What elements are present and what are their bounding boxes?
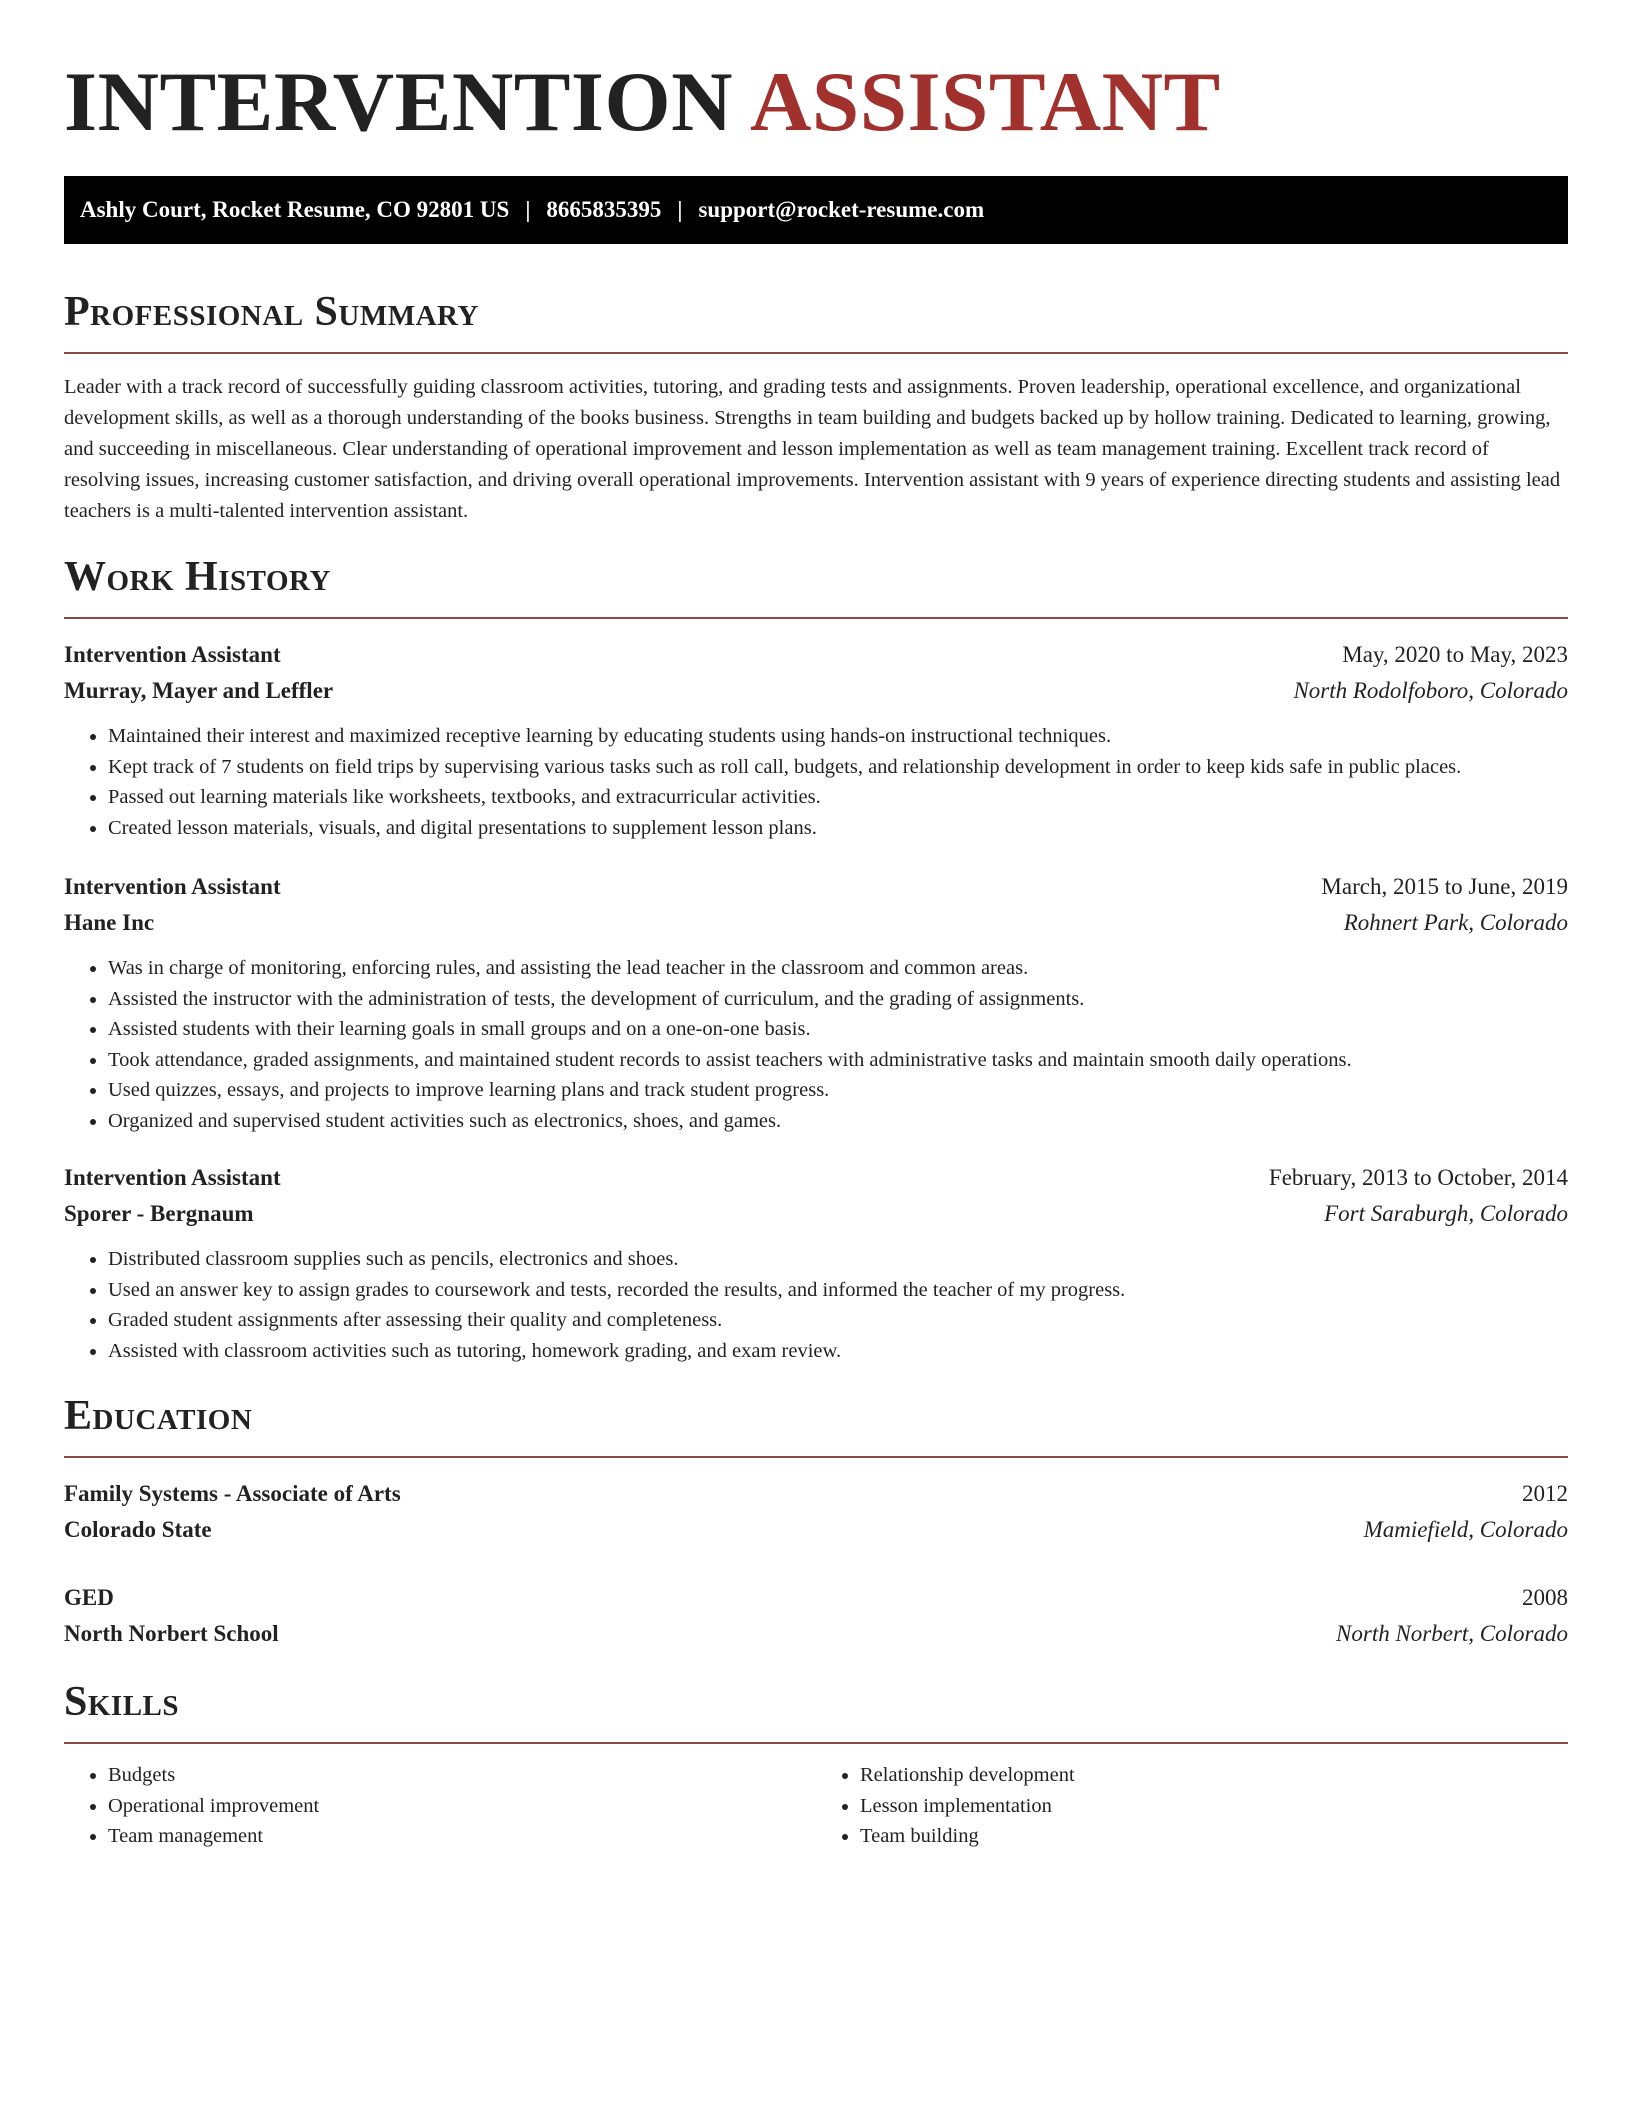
job-duty: • Distributed classroom supplies such as pencils, electronics and shoes. [108,1244,1568,1275]
job-duty: • Assisted the instructor with the administration of tests, the development of curriculum, and the grading of assignments. [108,984,1568,1015]
job-duty: • Kept track of 7 students on field trips by supervising various tasks such as roll call, budgets, and relationship development in order to keep kids safe in public places. [108,752,1568,783]
skill-item: • Team management [108,1821,816,1852]
education-degree-row [64,1580,1568,1616]
education-school: Colorado State [64,1517,212,1542]
section-divider [64,617,1568,619]
contact-address: Ashly Court, Rocket Resume, CO 92801 US [80,197,510,222]
section-divider [64,352,1568,354]
job-duty: • Passed out learning materials like worksheets, textbooks, and extracurricular activities. [108,782,1568,813]
skill-item: • Relationship development [860,1760,1568,1791]
section-divider [64,1456,1568,1458]
job-duty: • Used an answer key to assign grades to coursework and tests, recorded the results, and informed the teacher of my progress. [108,1275,1568,1306]
education-entry [64,1476,1568,1548]
job-duty: • Took attendance, graded assignments, and maintained student records to assist teachers with administrative tasks and maintain smooth daily operations. [108,1045,1568,1076]
job-duty: • Assisted with classroom activities such as tutoring, homework grading, and exam review. [108,1336,1568,1367]
title-job-word: INTERVENTION [64,55,733,149]
skill-item: • Team building [860,1821,1568,1852]
education-entry [64,1580,1568,1652]
job-dates: February, 2013 to October, 2014 [1268,1165,1568,1190]
summary-text: Leader with a track record of successfully guiding classroom activities, tutoring, and grading tests and assignments. Proven leadership, operational excellence, and organizational development skills, as well as a thorough understanding of the books business. Strengths in team building and budgets backed up by hollow training. Dedicated to learning, growing, and succeeding in miscellaneous. Clear understanding of operational improvement and lesson implementation as well as team management training. Excellent track record of resolving issues, increasing customer satisfaction, and driving overall operational improvements. Intervention assistant with 9 years of experience directing students and assisting lead teachers is a multi-talented intervention assistant. [64,376,1561,522]
education-degree: GED [64,1585,114,1610]
job-duty: • Used quizzes, essays, and projects to improve learning plans and track student progress. [108,1075,1568,1106]
education-degree-row [64,1476,1568,1512]
skills-list-left [64,1760,816,1852]
title-role-word: ASSISTANT [750,55,1221,149]
summary-heading: Professional Summary [64,289,479,335]
job-duty: • Assisted students with their learning goals in small groups and on a one-on-one basis. [108,1014,1568,1045]
job-entry [64,637,1568,843]
contact-bar [64,176,1568,244]
job-location: North Rodolfoboro, Colorado [1293,678,1568,703]
job-title: Intervention Assistant [64,1165,281,1190]
job-location: Fort Saraburgh, Colorado [1324,1201,1568,1226]
job-location: Rohnert Park, Colorado [1343,910,1568,935]
education-degree: Family Systems - Associate of Arts [64,1481,401,1506]
skills-section [64,1678,1568,1852]
job-duty: • Created lesson materials, visuals, and digital presentations to supplement lesson plans. [108,813,1568,844]
work-section [64,553,1568,1366]
job-dates: March, 2015 to June, 2019 [1321,874,1568,899]
job-company: Murray, Mayer and Leffler [64,678,334,703]
contact-separator: | [677,197,683,222]
work-heading: Work History [64,554,331,600]
skill-item: • Lesson implementation [860,1791,1568,1822]
skills-grid [64,1760,1568,1852]
section-divider [64,1742,1568,1744]
education-heading: Education [64,1393,253,1439]
job-company-row [64,673,1568,709]
contact-separator: | [525,197,531,222]
education-location: Mamiefield, Colorado [1363,1517,1568,1542]
job-duty: • Was in charge of monitoring, enforcing rules, and assisting the lead teacher in the classroom and common areas. [108,953,1568,984]
job-title: Intervention Assistant [64,642,281,667]
education-year: 2012 [1522,1481,1568,1506]
job-header-row [64,1160,1568,1196]
resume-title [64,52,1568,152]
job-company-row [64,905,1568,941]
job-dates: May, 2020 to May, 2023 [1342,642,1568,667]
job-duty: • Maintained their interest and maximized receptive learning by educating students using hands-on instructional techniques. [108,721,1568,752]
education-year: 2008 [1522,1585,1568,1610]
skills-heading: Skills [64,1679,180,1725]
education-school-row [64,1512,1568,1548]
job-entry [64,1160,1568,1366]
summary-section [64,288,1568,527]
skill-item: • Budgets [108,1760,816,1791]
job-duties-list [64,1244,1568,1366]
job-header-row [64,637,1568,673]
job-company-row [64,1196,1568,1232]
job-title: Intervention Assistant [64,874,281,899]
education-school: North Norbert School [64,1621,279,1646]
job-company: Sporer - Bergnaum [64,1201,254,1226]
job-duty: • Graded student assignments after assessing their quality and completeness. [108,1305,1568,1336]
skill-item: • Operational improvement [108,1791,816,1822]
job-duty: • Organized and supervised student activities such as electronics, shoes, and games. [108,1106,1568,1137]
job-entry [64,869,1568,1136]
contact-email[interactable]: support@rocket-resume.com [698,197,985,222]
education-location: North Norbert, Colorado [1336,1621,1568,1646]
job-header-row [64,869,1568,905]
education-school-row [64,1616,1568,1652]
job-duties-list [64,953,1568,1136]
job-duties-list [64,721,1568,843]
skills-list-right [816,1760,1568,1852]
job-company: Hane Inc [64,910,155,935]
contact-phone[interactable]: 8665835395 [546,197,662,222]
education-section [64,1392,1568,1652]
